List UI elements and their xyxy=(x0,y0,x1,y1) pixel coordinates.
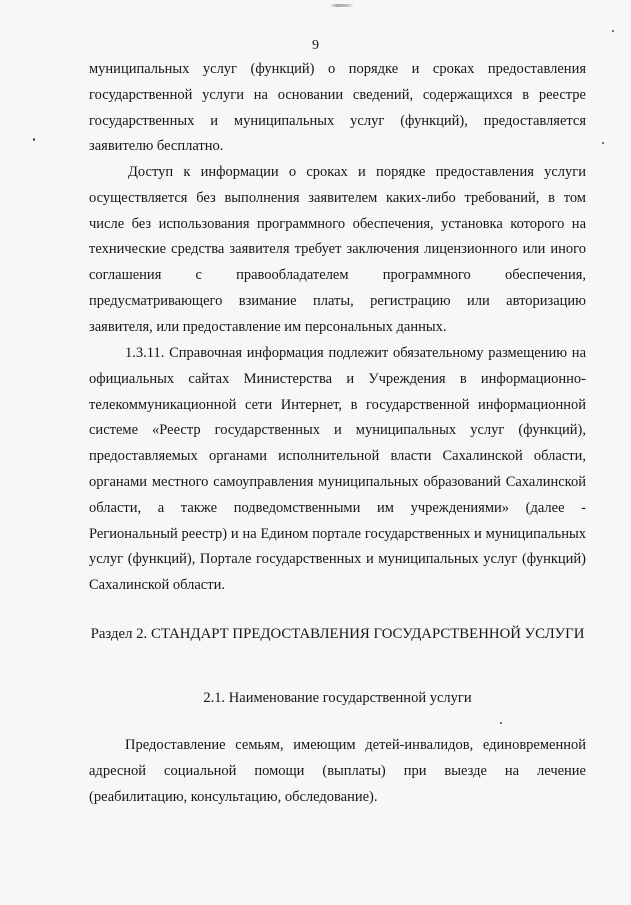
section-title: Раздел 2. СТАНДАРТ ПРЕДОСТАВЛЕНИЯ ГОСУДАРСТВЕННОЙ УСЛУГИ xyxy=(90,626,585,642)
scan-artifact xyxy=(500,722,502,724)
subsection-title: 2.1. Наименование государственной услуги xyxy=(203,690,472,706)
paragraph-reference-info: 1.3.11. Справочная информация подлежит обязательному размещению на официальных сайтах Министерства и Учреждения в информационно-телекоммуникационной сети Интернет, в государственной информационной системе «Реестр государственных и муниципальных услуг (функций), предоставляемых органами исполнительной власти Сахалинской области, органами местного самоуправления муниципальных образований Сахалинской области, а также подведомственными им учреждениями» (далее - Региональный реестр) и на Едином портале государственных и муниципальных услуг (функций), Портале государственных и муниципальных услуг (функций) Сахалинской области. xyxy=(89,345,586,594)
scan-artifact xyxy=(602,142,604,144)
scan-artifact xyxy=(330,4,354,7)
page-number: 9 xyxy=(312,38,319,53)
paragraph-registry-info: муниципальных услуг (функций) о порядке и сроках предоставления государственной услуги на основании сведений, содержащихся в реестре государственных и муниципальных услуг (функций), предоставляется заявителю бесплатно. xyxy=(89,61,586,155)
scan-artifact xyxy=(33,138,35,141)
paragraph-access-info: Доступ к информации о сроках и порядке предоставления услуги осуществляется без выполнения заявителем каких-либо требований, в том числе без использования программного обеспечения, установка которого на технические средства заявителя требует заключения лицензионного или иного соглашения с правообладателем программного обеспечения, предусматривающего взимание платы, регистрацию или авторизацию заявителя, или предоставление им персональных данных. xyxy=(89,164,586,335)
paragraph-service-name: Предоставление семьям, имеющим детей-инвалидов, единовременной адресной социальной помощи (выплаты) при выезде на лечение (реабилитацию, консультацию, обследование). xyxy=(89,737,586,805)
scan-artifact xyxy=(612,30,614,32)
